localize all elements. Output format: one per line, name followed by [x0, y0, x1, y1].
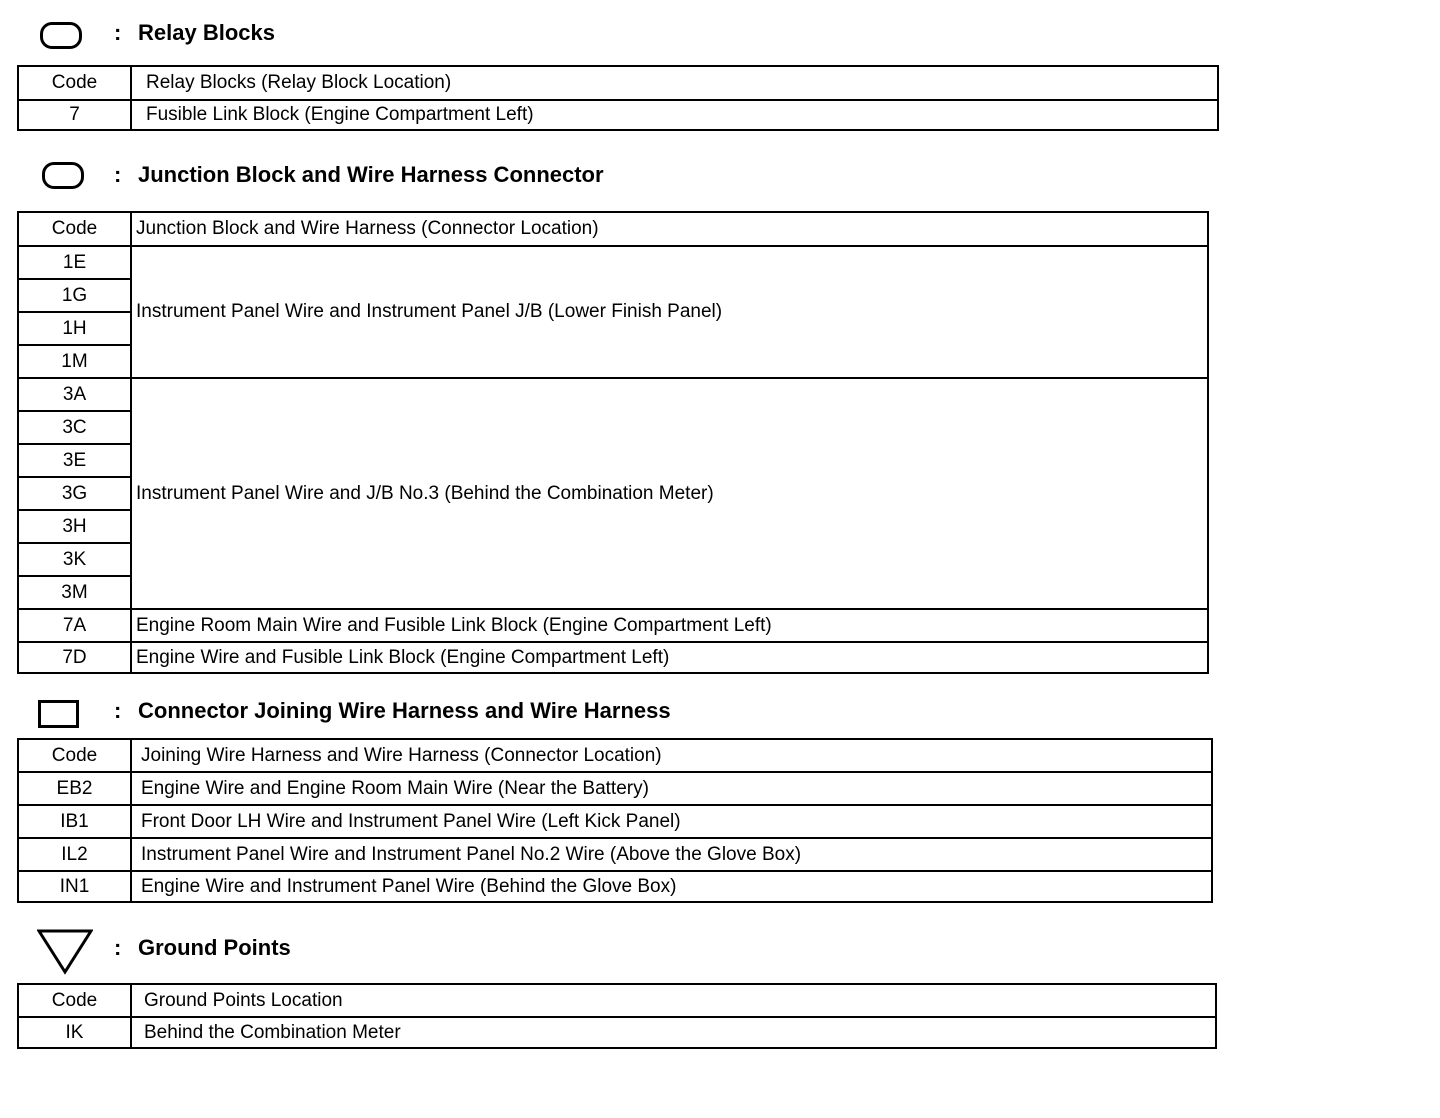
table-row: [18, 838, 1212, 871]
ground-points-colon: :: [114, 935, 122, 960]
code-column-header: Code: [18, 212, 131, 246]
junction-block-table: [17, 211, 1209, 674]
code-cell: 7D: [18, 642, 131, 673]
table-row: [18, 100, 1218, 130]
code-cell: IL2: [18, 838, 131, 871]
rounded-rectangle-icon: [40, 22, 82, 49]
location-cell: Instrument Panel Wire and Instrument Panel No.2 Wire (Above the Glove Box): [131, 838, 1212, 871]
junction-block-heading: Junction Block and Wire Harness Connector: [138, 162, 604, 187]
location-cell: Front Door LH Wire and Instrument Panel Wire (Left Kick Panel): [131, 805, 1212, 838]
code-cell: 3G: [18, 477, 131, 510]
table-row: [18, 609, 1208, 642]
inverted-triangle-icon: [37, 929, 93, 975]
table-row: [18, 642, 1208, 673]
code-cell: 7: [18, 100, 131, 130]
code-cell: 1E: [18, 246, 131, 279]
code-cell: EB2: [18, 772, 131, 805]
table-row: [18, 246, 1208, 279]
location-cell: Instrument Panel Wire and Instrument Panel J/B (Lower Finish Panel): [131, 246, 1208, 378]
code-cell: 1H: [18, 312, 131, 345]
table-header-row: [18, 739, 1212, 772]
code-cell: 3H: [18, 510, 131, 543]
ground-points-header: [0, 929, 1000, 969]
code-cell: 1G: [18, 279, 131, 312]
relay-blocks-colon: :: [114, 20, 122, 45]
location-column-header: Junction Block and Wire Harness (Connector Location): [131, 212, 1208, 246]
code-cell: IK: [18, 1017, 131, 1048]
location-column-header: Joining Wire Harness and Wire Harness (Connector Location): [131, 739, 1212, 772]
connector-joining-colon: :: [114, 698, 122, 723]
code-cell: IN1: [18, 871, 131, 902]
rounded-rectangle-icon: [42, 162, 84, 189]
code-cell: 1M: [18, 345, 131, 378]
code-cell: 3A: [18, 378, 131, 411]
junction-block-header: [0, 156, 1000, 196]
relay-blocks-header: [0, 14, 1000, 54]
code-cell: IB1: [18, 805, 131, 838]
location-cell: Behind the Combination Meter: [131, 1017, 1216, 1048]
location-cell: Instrument Panel Wire and J/B No.3 (Behind the Combination Meter): [131, 378, 1208, 609]
relay-blocks-heading: Relay Blocks: [138, 20, 275, 45]
code-cell: 7A: [18, 609, 131, 642]
table-header-row: [18, 66, 1218, 100]
ground-points-table: [17, 983, 1217, 1049]
location-cell: Engine Wire and Engine Room Main Wire (Near the Battery): [131, 772, 1212, 805]
location-cell: Engine Wire and Instrument Panel Wire (Behind the Glove Box): [131, 871, 1212, 902]
table-header-row: [18, 212, 1208, 246]
table-row: [18, 871, 1212, 902]
location-column-header: Ground Points Location: [131, 984, 1216, 1017]
code-cell: 3M: [18, 576, 131, 609]
junction-block-colon: :: [114, 162, 122, 187]
table-header-row: [18, 984, 1216, 1017]
code-cell: 3C: [18, 411, 131, 444]
code-column-header: Code: [18, 984, 131, 1017]
code-cell: 3E: [18, 444, 131, 477]
location-cell: Engine Room Main Wire and Fusible Link Block (Engine Compartment Left): [131, 609, 1208, 642]
code-column-header: Code: [18, 66, 131, 100]
location-cell: Fusible Link Block (Engine Compartment Left): [131, 100, 1218, 130]
table-row: [18, 772, 1212, 805]
ground-points-heading: Ground Points: [138, 935, 291, 960]
relay-blocks-table: [17, 65, 1219, 131]
table-row: [18, 1017, 1216, 1048]
rectangle-icon: [38, 700, 79, 728]
connector-joining-heading: Connector Joining Wire Harness and Wire Harness: [138, 698, 671, 723]
connector-joining-header: [0, 692, 1000, 732]
table-row: [18, 805, 1212, 838]
location-cell: Engine Wire and Fusible Link Block (Engine Compartment Left): [131, 642, 1208, 673]
table-row: [18, 378, 1208, 411]
location-column-header: Relay Blocks (Relay Block Location): [131, 66, 1218, 100]
connector-joining-table: [17, 738, 1213, 903]
code-cell: 3K: [18, 543, 131, 576]
code-column-header: Code: [18, 739, 131, 772]
